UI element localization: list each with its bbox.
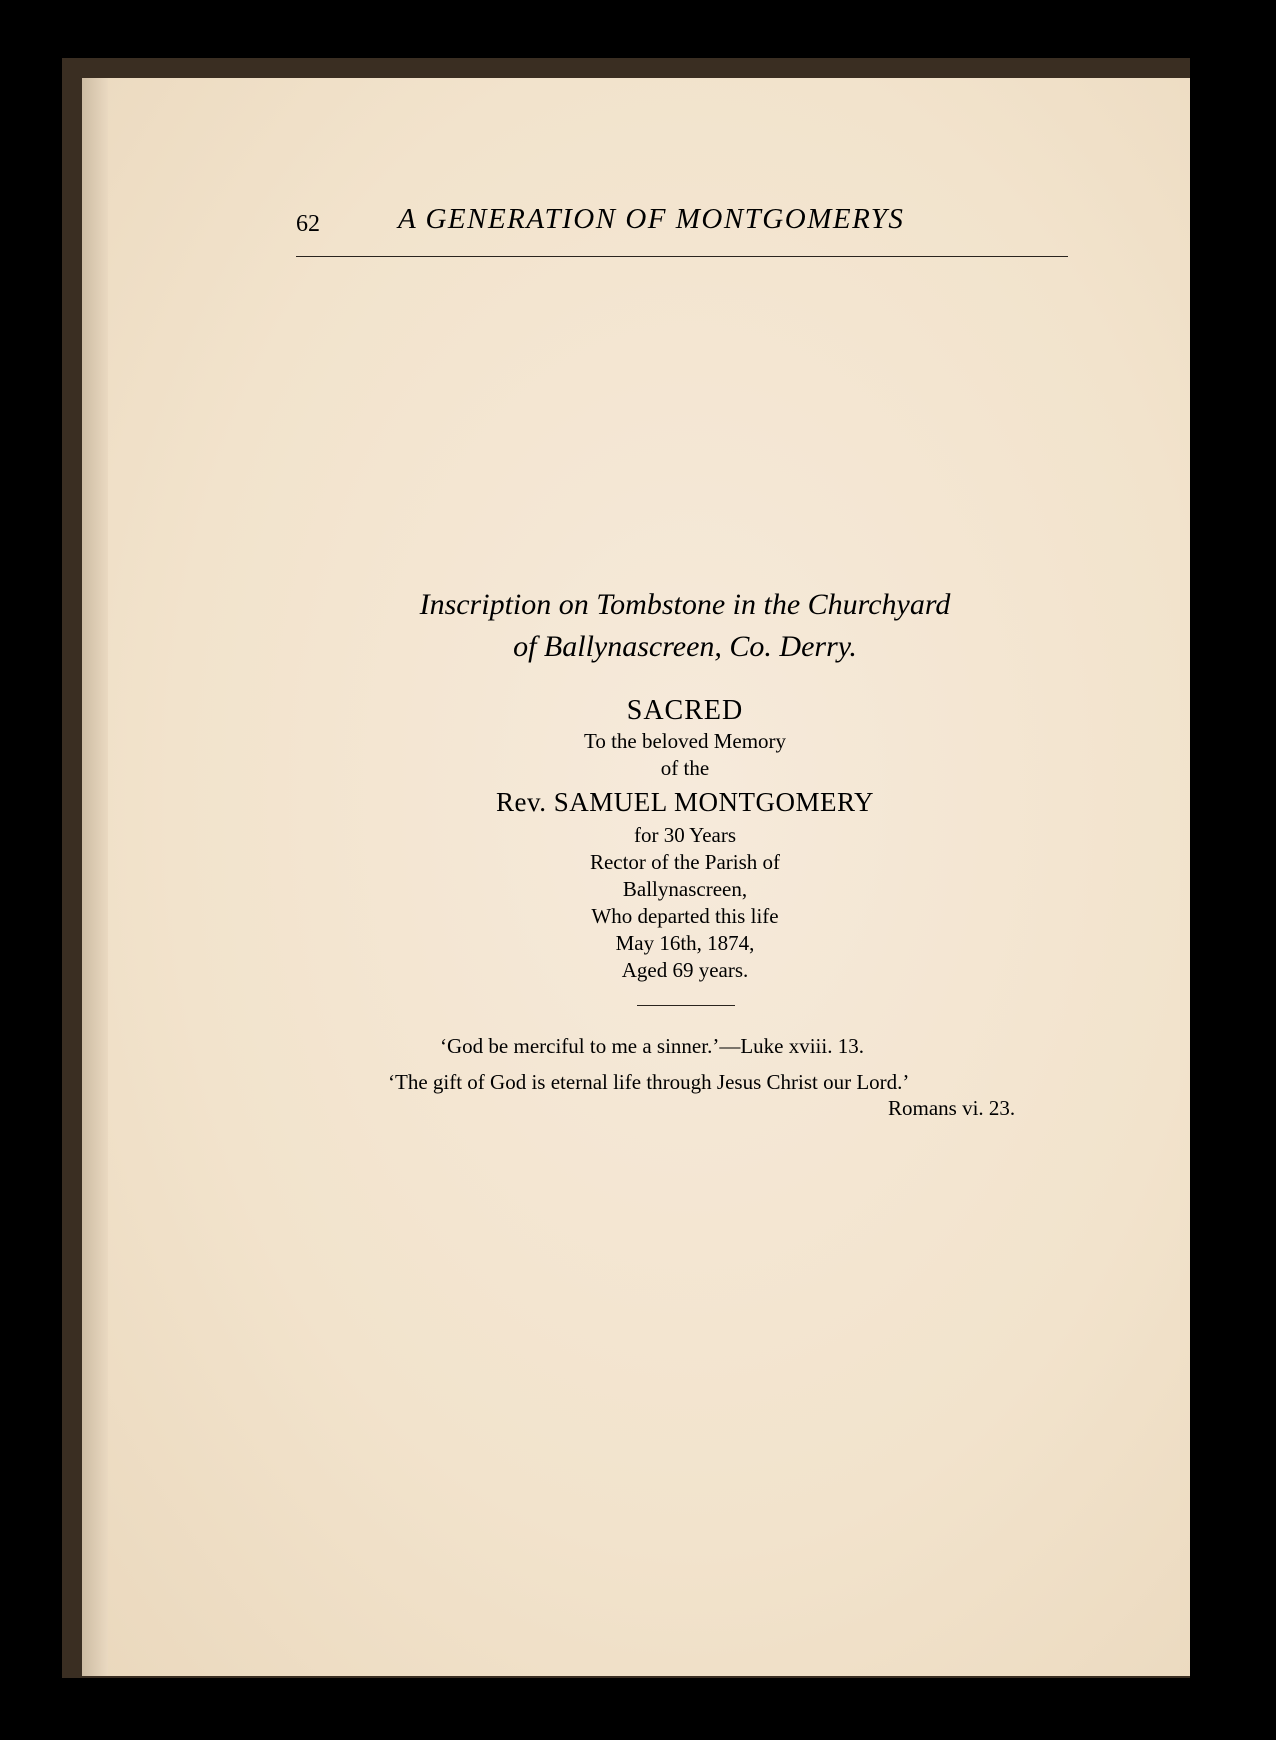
inscription-heading [340,584,1030,668]
heading-line: Inscription on Tombstone in the Churchyard [419,588,951,621]
page-gutter [82,78,108,1676]
inscription-line: Who departed this life [591,904,779,928]
inscription-line: Aged 69 years. [621,958,749,982]
inscription-line: of the [660,756,710,780]
inscription-line: Ballynascreen, [622,877,748,901]
scripture-quote: ‘God be merciful to me a sinner.’—Luke xviii. 13. [440,1034,864,1058]
running-title: A GENERATION OF MONTGOMERYS [398,203,905,235]
scripture-quote: ‘The gift of God is eternal life through Jesus Christ our Lord.’ [388,1070,910,1094]
inscription-line: To the beloved Memory [583,729,787,753]
deceased-name: Rev. SAMUEL MONTGOMERY [495,787,874,817]
inscription-line: for 30 Years [633,823,737,847]
page-number: 62 [296,211,320,237]
scripture-reference: Romans vi. 23. [888,1096,1016,1120]
page-header [296,203,1066,243]
heading-line: of Ballynascreen, Co. Derry. [513,630,857,663]
sacred-title: SACRED [626,695,744,726]
header-rule [296,256,1068,257]
inscription-line: May 16th, 1874, [615,931,755,955]
inscription-line: Rector of the Parish of [589,850,781,874]
section-rule [637,1005,735,1006]
